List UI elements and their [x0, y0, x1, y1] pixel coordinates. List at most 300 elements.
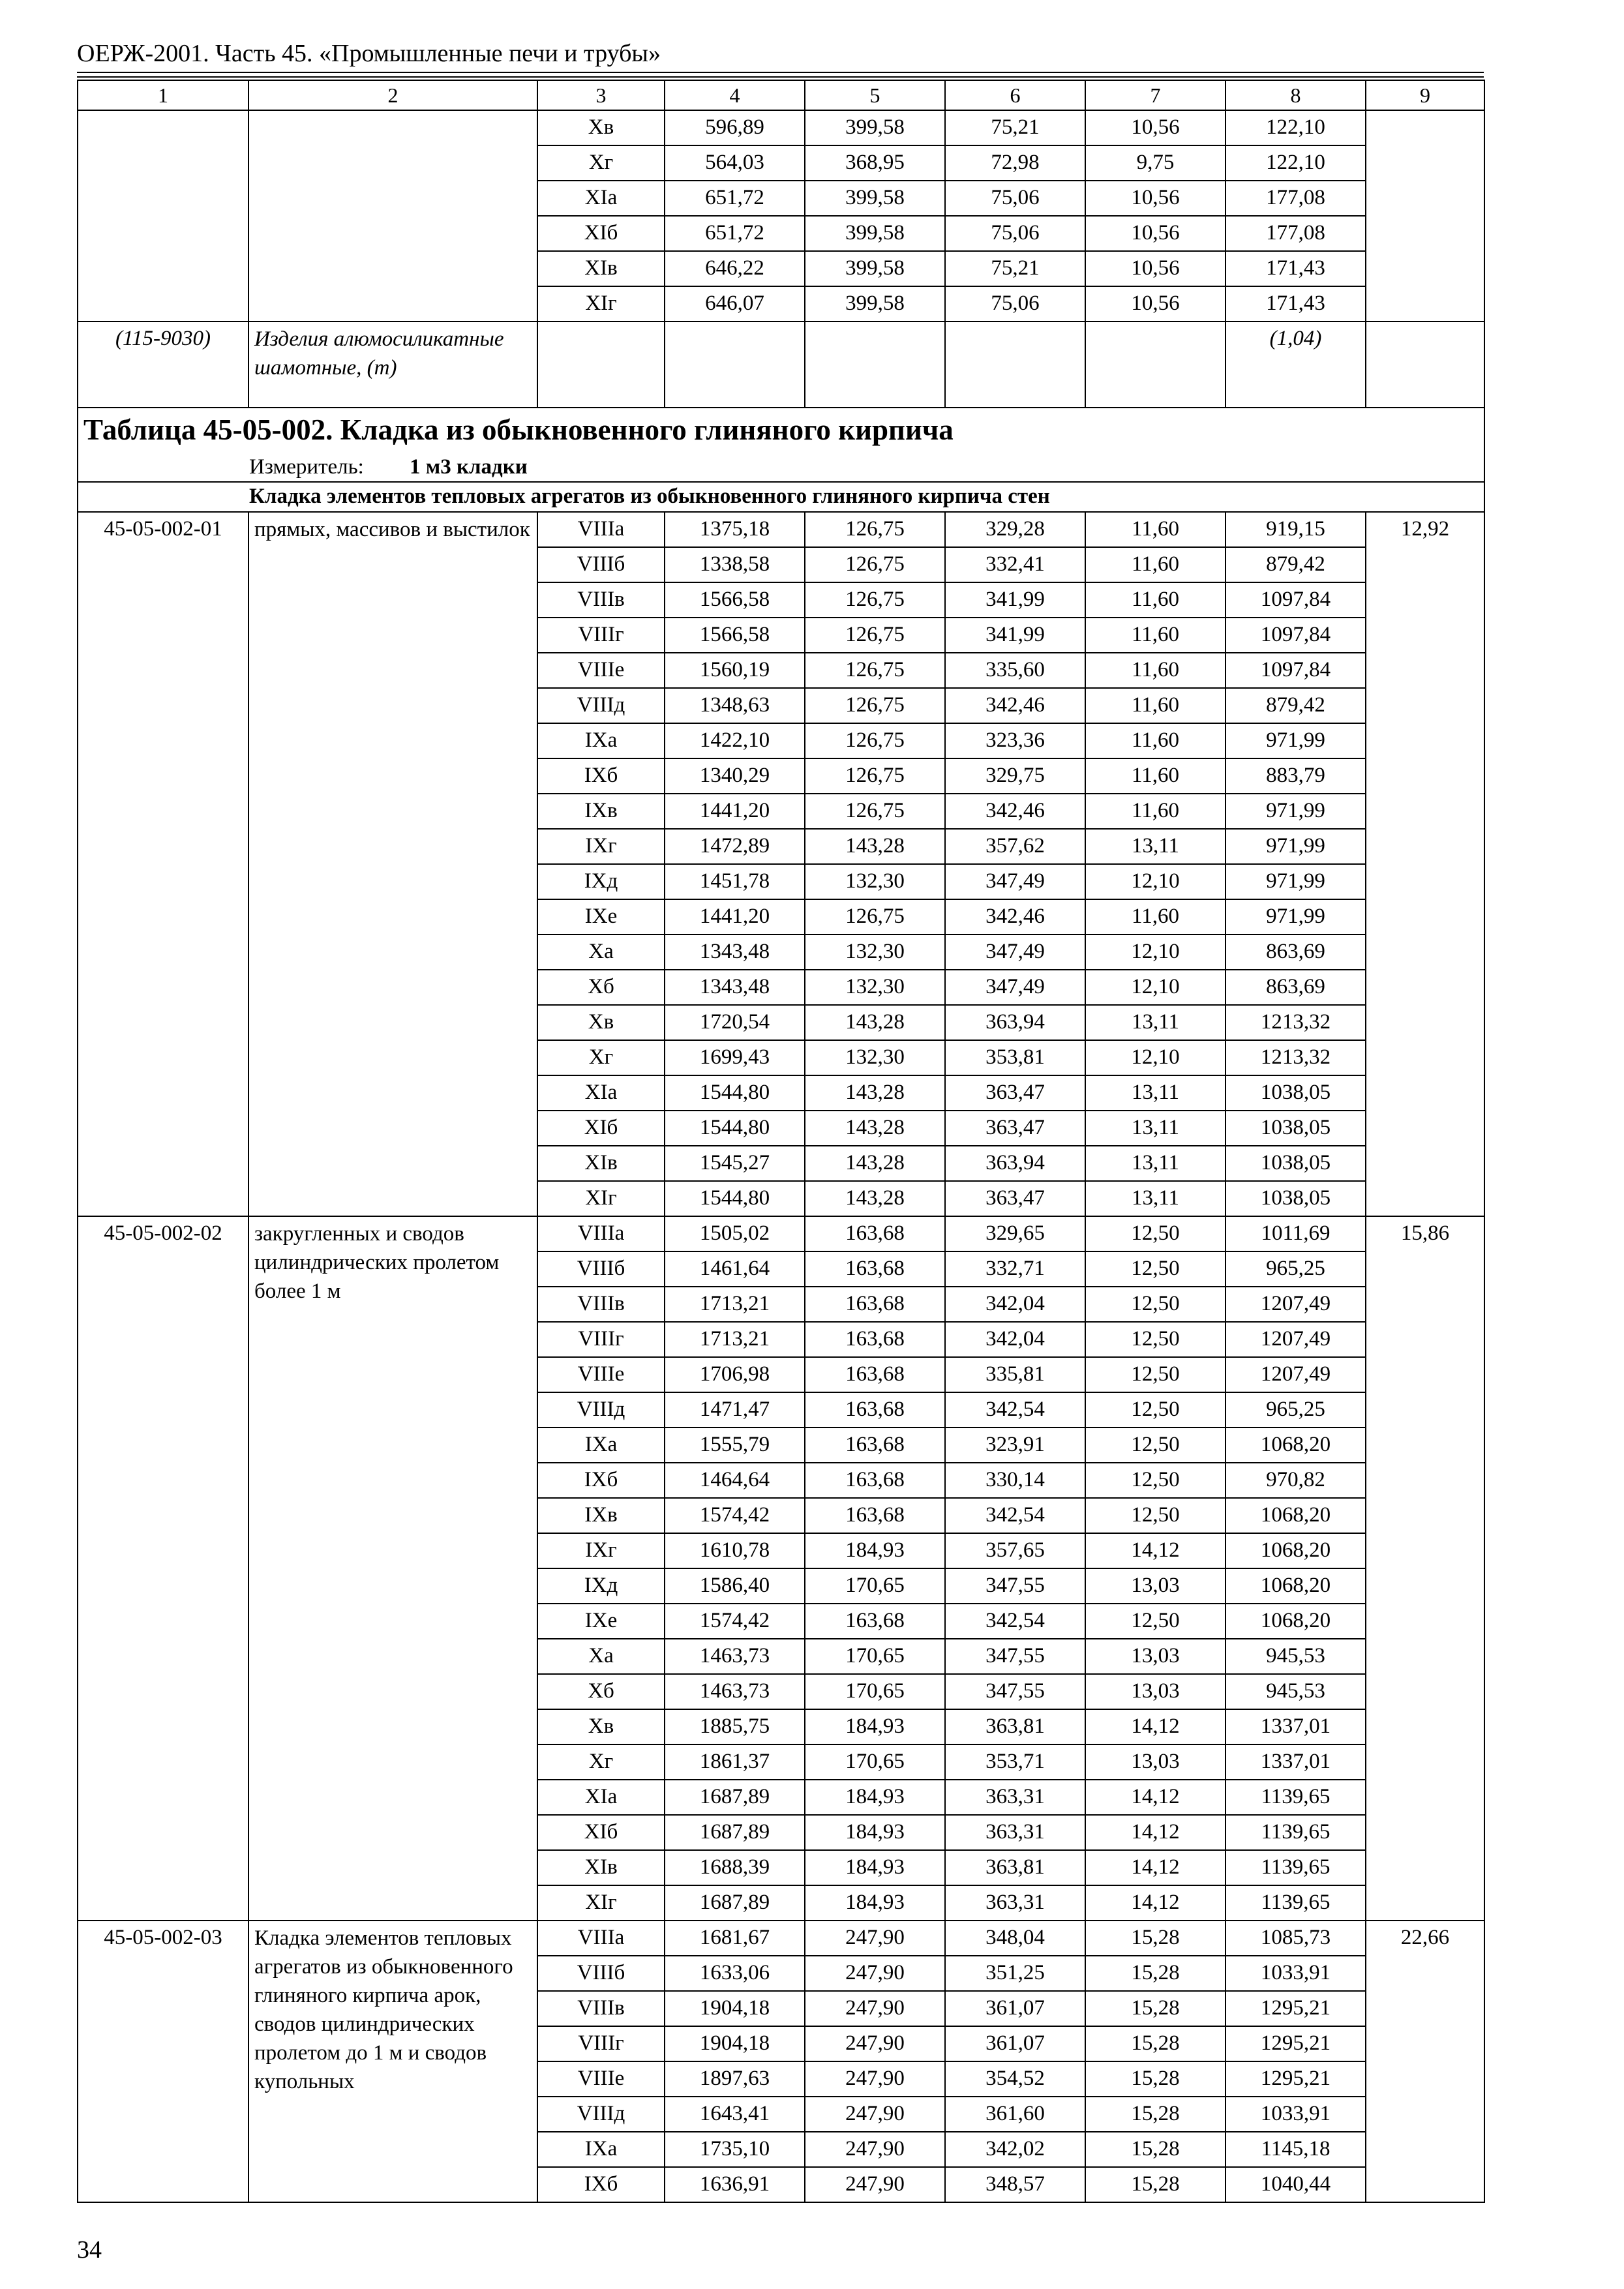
table-cell: 399,58 [805, 216, 945, 251]
table-cell: 1085,73 [1226, 1921, 1366, 1956]
table-cell: 1422,10 [665, 723, 805, 758]
table-cell: 143,28 [805, 1075, 945, 1111]
table-cell: 399,58 [805, 251, 945, 286]
measure-label: Измеритель: [249, 455, 364, 479]
table-cell: 13,03 [1085, 1568, 1226, 1604]
table-cell: 1097,84 [1226, 618, 1366, 653]
table-cell: 651,72 [665, 181, 805, 216]
rate-name: Кладка элементов тепловых агрегатов из обыкновенного глиняного кирпича арок, сводов цилиндрических пролетом до 1 м и сводов купольных [248, 1921, 537, 2202]
table-cell: 1033,91 [1226, 1956, 1366, 1991]
table-cell: 126,75 [805, 582, 945, 618]
table-cell: 10,56 [1085, 110, 1226, 145]
table-cell: 12,10 [1085, 1040, 1226, 1075]
table-cell: VIIIв [537, 582, 665, 618]
table-cell: Хв [537, 1005, 665, 1040]
table-cell: 342,04 [945, 1287, 1085, 1322]
table-cell: 363,81 [945, 1850, 1085, 1885]
table-cell: 13,11 [1085, 829, 1226, 864]
rate-name: закругленных и сводов цилиндрических пролетом более 1 м [248, 1216, 537, 1921]
table-cell: 14,12 [1085, 1780, 1226, 1815]
table-cell: 1544,80 [665, 1181, 805, 1216]
table-cell: 11,60 [1085, 723, 1226, 758]
table-cell: 348,04 [945, 1921, 1085, 1956]
table-title-row [78, 408, 1484, 453]
table-cell: 12,10 [1085, 970, 1226, 1005]
table-cell: Хб [537, 1674, 665, 1709]
table-cell: 12,50 [1085, 1357, 1226, 1392]
material-row [78, 322, 1484, 408]
table-cell: 247,90 [805, 2097, 945, 2132]
table-cell: 1636,91 [665, 2167, 805, 2202]
table-cell: 1688,39 [665, 1850, 805, 1885]
table-cell: 171,43 [1226, 286, 1366, 322]
table-cell: 126,75 [805, 899, 945, 935]
table-cell [537, 322, 665, 408]
table-cell: 965,25 [1226, 1251, 1366, 1287]
table-cell: VIIIа [537, 1216, 665, 1251]
table-cell: 1038,05 [1226, 1146, 1366, 1181]
table-cell: 363,31 [945, 1885, 1085, 1921]
table-cell: 1139,65 [1226, 1885, 1366, 1921]
table-cell: 399,58 [805, 110, 945, 145]
table-cell: 1375,18 [665, 512, 805, 547]
table-cell: VIIIа [537, 512, 665, 547]
table-cell: 126,75 [805, 547, 945, 582]
table-cell: 357,65 [945, 1533, 1085, 1568]
table-cell: 342,54 [945, 1498, 1085, 1533]
table-cell: 12,50 [1085, 1392, 1226, 1428]
table-cell: 1706,98 [665, 1357, 805, 1392]
table-cell: 1068,20 [1226, 1568, 1366, 1604]
table-cell: 1213,32 [1226, 1040, 1366, 1075]
table-cell: VIIIв [537, 1287, 665, 1322]
table-cell: Ха [537, 1639, 665, 1674]
table-cell: 361,07 [945, 1991, 1085, 2026]
table-cell: 143,28 [805, 1181, 945, 1216]
table-cell: 1139,65 [1226, 1850, 1366, 1885]
table-cell: 1068,20 [1226, 1533, 1366, 1568]
table-cell: 1544,80 [665, 1111, 805, 1146]
table-cell: IХг [537, 1533, 665, 1568]
column-number: 3 [537, 80, 665, 110]
table-cell: 12,50 [1085, 1428, 1226, 1463]
table-cell: IХв [537, 1498, 665, 1533]
table-cell: 170,65 [805, 1568, 945, 1604]
table-cell: 1348,63 [665, 688, 805, 723]
table-cell: 1463,73 [665, 1674, 805, 1709]
table-cell: 1471,47 [665, 1392, 805, 1428]
table-cell: 945,53 [1226, 1674, 1366, 1709]
table-cell: 143,28 [805, 1005, 945, 1040]
table-cell: 163,68 [805, 1216, 945, 1251]
table-cell: 363,31 [945, 1780, 1085, 1815]
table-cell: 323,91 [945, 1428, 1085, 1463]
table-cell: 184,93 [805, 1533, 945, 1568]
table-cell: 11,60 [1085, 688, 1226, 723]
table-cell: 1687,89 [665, 1815, 805, 1850]
table-cell: 14,12 [1085, 1709, 1226, 1744]
code-cell [78, 110, 248, 322]
table-cell: 177,08 [1226, 181, 1366, 216]
table-cell: IХе [537, 899, 665, 935]
table-row [78, 1216, 1484, 1251]
column-number: 8 [1226, 80, 1366, 110]
table-cell: 1451,78 [665, 864, 805, 899]
table-cell: VIIIг [537, 618, 665, 653]
table-cell: 15,28 [1085, 2132, 1226, 2167]
table-cell: 353,81 [945, 1040, 1085, 1075]
table-cell: 1687,89 [665, 1780, 805, 1815]
table-cell: 12,10 [1085, 864, 1226, 899]
column-number: 1 [78, 80, 248, 110]
table-cell: 1295,21 [1226, 2026, 1366, 2061]
table-cell: 1207,49 [1226, 1357, 1366, 1392]
table-cell: 122,10 [1226, 145, 1366, 181]
table-cell: 170,65 [805, 1744, 945, 1780]
table-cell [665, 322, 805, 408]
table-cell [1085, 322, 1226, 408]
header-rule [77, 76, 1484, 78]
table-cell: 10,56 [1085, 251, 1226, 286]
table-cell: 342,46 [945, 688, 1085, 723]
table-cell: 132,30 [805, 970, 945, 1005]
table-cell: 329,65 [945, 1216, 1085, 1251]
rate-code: 45-05-002-01 [78, 512, 248, 1216]
table-cell: 1699,43 [665, 1040, 805, 1075]
table-cell: 1038,05 [1226, 1111, 1366, 1146]
table-cell: 1904,18 [665, 2026, 805, 2061]
table-cell: 14,12 [1085, 1533, 1226, 1568]
table-cell: 347,49 [945, 970, 1085, 1005]
table-cell: 1068,20 [1226, 1428, 1366, 1463]
table-cell: 971,99 [1226, 864, 1366, 899]
table-cell: 1555,79 [665, 1428, 805, 1463]
table-cell: 971,99 [1226, 829, 1366, 864]
table-cell: 163,68 [805, 1251, 945, 1287]
table-cell: 1337,01 [1226, 1744, 1366, 1780]
table-cell: VIIIд [537, 2097, 665, 2132]
table-cell: 15,28 [1085, 2097, 1226, 2132]
table-cell: 10,56 [1085, 286, 1226, 322]
table-cell: 1338,58 [665, 547, 805, 582]
table-cell: 1574,42 [665, 1604, 805, 1639]
table-cell: 247,90 [805, 1921, 945, 1956]
rate-code: 45-05-002-03 [78, 1921, 248, 2202]
table-cell: VIIIб [537, 547, 665, 582]
table-cell: 143,28 [805, 1146, 945, 1181]
table-cell: 13,03 [1085, 1674, 1226, 1709]
table-cell: 126,75 [805, 688, 945, 723]
table-cell: 13,11 [1085, 1075, 1226, 1111]
table-cell: 15,28 [1085, 2167, 1226, 2202]
table-cell: 970,82 [1226, 1463, 1366, 1498]
table-cell: 75,21 [945, 110, 1085, 145]
table-cell: Хг [537, 1744, 665, 1780]
table-cell: 1441,20 [665, 794, 805, 829]
table-cell: 247,90 [805, 2061, 945, 2097]
table-cell: 75,06 [945, 181, 1085, 216]
table-cell: ХIв [537, 1850, 665, 1885]
table-cell: VIIIд [537, 688, 665, 723]
table-cell: 1097,84 [1226, 653, 1366, 688]
table-cell: 11,60 [1085, 653, 1226, 688]
table-cell: 368,95 [805, 145, 945, 181]
table-cell: 1560,19 [665, 653, 805, 688]
table-cell: 163,68 [805, 1604, 945, 1639]
table-cell: IХа [537, 1428, 665, 1463]
table-cell: 332,41 [945, 547, 1085, 582]
column-number: 2 [248, 80, 537, 110]
table-cell: Хв [537, 1709, 665, 1744]
table-cell: 347,55 [945, 1568, 1085, 1604]
table-cell: 335,60 [945, 653, 1085, 688]
column-number: 6 [945, 80, 1085, 110]
table-cell: 330,14 [945, 1463, 1085, 1498]
table-cell: 1139,65 [1226, 1815, 1366, 1850]
table-cell: ХIв [537, 1146, 665, 1181]
header-rule [77, 72, 1484, 73]
table-cell: 342,46 [945, 794, 1085, 829]
table-cell: ХIг [537, 286, 665, 322]
rate-col9: 15,86 [1366, 1216, 1484, 1921]
table-cell: 12,10 [1085, 935, 1226, 970]
table-cell: 646,22 [665, 251, 805, 286]
table-cell: VIIIб [537, 1251, 665, 1287]
table-cell: 1566,58 [665, 582, 805, 618]
table-cell: 361,60 [945, 2097, 1085, 2132]
table-cell: 363,94 [945, 1005, 1085, 1040]
table-cell: 1033,91 [1226, 2097, 1366, 2132]
table-cell: ХIа [537, 181, 665, 216]
table-cell: 354,52 [945, 2061, 1085, 2097]
table-cell: 177,08 [1226, 216, 1366, 251]
table-cell: 1633,06 [665, 1956, 805, 1991]
table-cell: 72,98 [945, 145, 1085, 181]
page-header: ОЕРЖ-2001. Часть 45. «Промышленные печи и трубы» [77, 40, 661, 67]
table-cell: 132,30 [805, 864, 945, 899]
table-cell: 171,43 [1226, 251, 1366, 286]
table-cell: 342,04 [945, 1322, 1085, 1357]
column-number: 5 [805, 80, 945, 110]
table-cell: IХв [537, 794, 665, 829]
table-cell: ХIа [537, 1780, 665, 1815]
table-cell: 122,10 [1226, 110, 1366, 145]
rate-col9: 12,92 [1366, 512, 1484, 1216]
table-cell: 75,06 [945, 216, 1085, 251]
table-cell: 13,11 [1085, 1111, 1226, 1146]
table-cell: 12,50 [1085, 1216, 1226, 1251]
measure-cell [78, 453, 1484, 482]
table-cell: 1139,65 [1226, 1780, 1366, 1815]
measure-row [78, 453, 1484, 482]
table-cell: 347,49 [945, 864, 1085, 899]
table-cell: 12,50 [1085, 1604, 1226, 1639]
column-number: 9 [1366, 80, 1484, 110]
table-cell: 1897,63 [665, 2061, 805, 2097]
table-cell: 247,90 [805, 1956, 945, 1991]
table-cell: 323,36 [945, 723, 1085, 758]
table-cell: 363,47 [945, 1181, 1085, 1216]
table-row [78, 512, 1484, 547]
table-cell: 971,99 [1226, 899, 1366, 935]
table-cell: IХд [537, 1568, 665, 1604]
table-cell: 361,07 [945, 2026, 1085, 2061]
table-cell: VIIIе [537, 1357, 665, 1392]
column-number-row [78, 80, 1484, 110]
table-cell: 1337,01 [1226, 1709, 1366, 1744]
table-cell [1366, 322, 1484, 408]
table-title: Таблица 45-05-002. Кладка из обыкновенного глиняного кирпича [78, 408, 1484, 453]
material-name: Изделия алюмосиликатные шамотные, (т) [248, 322, 537, 408]
table-cell: 1463,73 [665, 1639, 805, 1674]
table-cell: 126,75 [805, 653, 945, 688]
table-cell: 342,46 [945, 899, 1085, 935]
table-cell: 11,60 [1085, 794, 1226, 829]
table-cell: Ха [537, 935, 665, 970]
table-cell: ХIг [537, 1885, 665, 1921]
table-cell: 971,99 [1226, 794, 1366, 829]
table-cell: ХIа [537, 1075, 665, 1111]
table-cell: 126,75 [805, 758, 945, 794]
table-cell: Хв [537, 110, 665, 145]
table-cell: 163,68 [805, 1392, 945, 1428]
table-cell: 9,75 [1085, 145, 1226, 181]
table-cell: 11,60 [1085, 899, 1226, 935]
table-cell: VIIIб [537, 1956, 665, 1991]
table-cell: 363,31 [945, 1815, 1085, 1850]
table-cell: 170,65 [805, 1639, 945, 1674]
table-cell: 883,79 [1226, 758, 1366, 794]
table-cell: IХе [537, 1604, 665, 1639]
rates-table [77, 80, 1485, 2203]
table-cell: 11,60 [1085, 758, 1226, 794]
table-cell: 163,68 [805, 1287, 945, 1322]
table-cell: 10,56 [1085, 181, 1226, 216]
table-cell: 163,68 [805, 1498, 945, 1533]
table-cell: 1207,49 [1226, 1287, 1366, 1322]
table-cell: IХб [537, 2167, 665, 2202]
table-cell: 863,69 [1226, 970, 1366, 1005]
table-cell: 596,89 [665, 110, 805, 145]
table-cell: VIIIг [537, 1322, 665, 1357]
table-cell: 342,54 [945, 1392, 1085, 1428]
table-cell: 651,72 [665, 216, 805, 251]
table-cell: 351,25 [945, 1956, 1085, 1991]
table-cell: 919,15 [1226, 512, 1366, 547]
table-row [78, 110, 1484, 145]
name-cell [248, 110, 537, 322]
table-cell: 75,21 [945, 251, 1085, 286]
table-cell: 13,11 [1085, 1005, 1226, 1040]
table-cell: 1586,40 [665, 1568, 805, 1604]
table-cell: 1544,80 [665, 1075, 805, 1111]
table-cell: IХа [537, 723, 665, 758]
table-cell: 13,11 [1085, 1181, 1226, 1216]
section-title-row [78, 482, 1484, 512]
table-cell: Хг [537, 1040, 665, 1075]
table-cell: 363,94 [945, 1146, 1085, 1181]
table-cell: 564,03 [665, 145, 805, 181]
table-cell: 945,53 [1226, 1639, 1366, 1674]
table-cell: ХIб [537, 1815, 665, 1850]
material-code: (115-9030) [78, 322, 248, 408]
table-cell: 10,56 [1085, 216, 1226, 251]
table-cell: 1861,37 [665, 1744, 805, 1780]
table-cell: 1068,20 [1226, 1604, 1366, 1639]
table-body [78, 80, 1484, 2202]
table-cell: 184,93 [805, 1815, 945, 1850]
table-cell: 1441,20 [665, 899, 805, 935]
table-cell: IХб [537, 1463, 665, 1498]
table-cell: 184,93 [805, 1885, 945, 1921]
table-row [78, 1921, 1484, 1956]
table-cell: 12,50 [1085, 1463, 1226, 1498]
table-cell: 1472,89 [665, 829, 805, 864]
table-cell: 247,90 [805, 2132, 945, 2167]
table-cell: 1505,02 [665, 1216, 805, 1251]
table-cell: 126,75 [805, 723, 945, 758]
table-cell: 863,69 [1226, 935, 1366, 970]
table-cell: 347,55 [945, 1674, 1085, 1709]
table-cell: 353,71 [945, 1744, 1085, 1780]
table-cell: 1574,42 [665, 1498, 805, 1533]
table-cell: 1735,10 [665, 2132, 805, 2167]
table-cell: 1097,84 [1226, 582, 1366, 618]
table-cell: 15,28 [1085, 1921, 1226, 1956]
table-cell: 11,60 [1085, 512, 1226, 547]
table-cell: 1295,21 [1226, 1991, 1366, 2026]
measure-value: 1 м3 кладки [410, 455, 528, 479]
table-cell: 12,50 [1085, 1498, 1226, 1533]
table-cell: 879,42 [1226, 688, 1366, 723]
table-cell: VIIIа [537, 1921, 665, 1956]
table-cell: 1038,05 [1226, 1181, 1366, 1216]
table-cell: 1720,54 [665, 1005, 805, 1040]
table-cell: 399,58 [805, 181, 945, 216]
table-cell: 1687,89 [665, 1885, 805, 1921]
table-cell: 184,93 [805, 1850, 945, 1885]
section-title: Кладка элементов тепловых агрегатов из обыкновенного глиняного кирпича стен [78, 482, 1484, 512]
table-cell: 357,62 [945, 829, 1085, 864]
table-cell: 1713,21 [665, 1287, 805, 1322]
table-cell: 341,99 [945, 582, 1085, 618]
table-cell: 965,25 [1226, 1392, 1366, 1428]
table-cell: 247,90 [805, 1991, 945, 2026]
table-cell: 126,75 [805, 512, 945, 547]
table-cell: 1566,58 [665, 618, 805, 653]
table-cell: 126,75 [805, 618, 945, 653]
table-cell: 1295,21 [1226, 2061, 1366, 2097]
rate-col9: 22,66 [1366, 1921, 1484, 2202]
table-cell: 1904,18 [665, 1991, 805, 2026]
page-number: 34 [77, 2236, 102, 2264]
rate-code: 45-05-002-02 [78, 1216, 248, 1921]
table-cell: 132,30 [805, 1040, 945, 1075]
table-cell: 14,12 [1085, 1815, 1226, 1850]
table-cell: 143,28 [805, 1111, 945, 1146]
table-cell: 971,99 [1226, 723, 1366, 758]
table-cell: 348,57 [945, 2167, 1085, 2202]
table-cell: 1681,67 [665, 1921, 805, 1956]
table-cell: 1343,48 [665, 935, 805, 970]
column-number: 4 [665, 80, 805, 110]
col9-cell [1366, 110, 1484, 322]
table-cell: 363,81 [945, 1709, 1085, 1744]
table-cell: 11,60 [1085, 547, 1226, 582]
table-cell: 342,02 [945, 2132, 1085, 2167]
table-cell: VIIIг [537, 2026, 665, 2061]
column-number: 7 [1085, 80, 1226, 110]
